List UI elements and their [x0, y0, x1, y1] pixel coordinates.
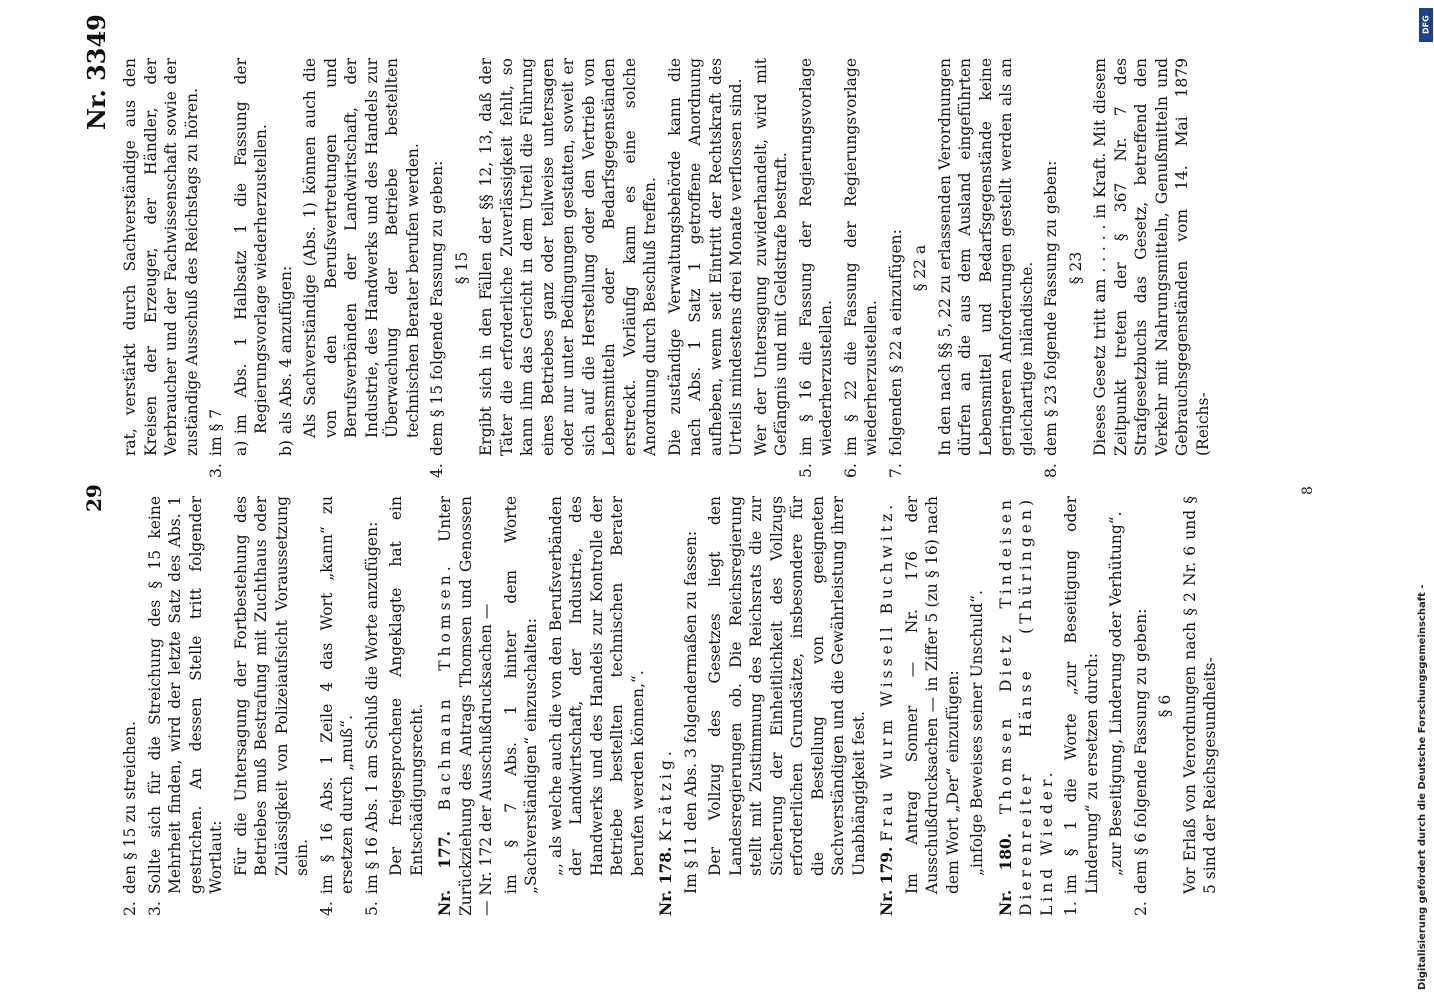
motion-header — [656, 496, 677, 916]
item-number: 6. — [841, 463, 860, 478]
sub-item-text: im Abs. 1 Halbsatz 1 die Fassung der Regierungsvorlage wiederherzustellen. — [231, 58, 270, 434]
motion-header — [996, 496, 1058, 916]
sheet-mark: 8 — [1300, 486, 1316, 495]
item-number: 5. — [362, 901, 381, 916]
dfg-logo: DFG — [1419, 8, 1433, 42]
list-item — [886, 58, 907, 478]
quoted-text: Als Sachverständige (Abs. 1) können auch die von den Berufsvertretungen und Berufsverbänden der Landwirtschaft, der Industrie, des Handwerks und des Handels zur Überwachung der Betriebe bestellten technischen Berater berufen werden. — [301, 58, 422, 438]
list-item — [841, 58, 882, 478]
list-item — [120, 496, 141, 916]
item-text: im § 16 Abs. 1 Zeile 4 das Wort „kann“ zu ersetzen durch „muß“. — [317, 496, 356, 894]
document-number: Nr. 3349 — [82, 14, 111, 130]
paragraph: rat, verstärkt durch Sachverständige aus den Kreisen der Erzeuger, der Händler, der Verbraucher und der Fachwissenschaft sowie der zuständige Ausschuß des Reichstags zu hören. — [121, 58, 201, 456]
item-number: 4. — [428, 463, 446, 478]
motion-header — [877, 496, 898, 916]
list-item — [1041, 58, 1062, 478]
motion-number: Nr. 177. — [435, 830, 454, 916]
quoted-text: „infolge Beweises seiner Unschuld“. — [968, 590, 986, 876]
quoted-text: „, als welche auch die von den Berufsverbänden der Landwirtschaft, der Industrie, des Handwerks und des Handels zur Kontrolle der Betriebe bestellten technischen Berater berufen werden können,“. — [546, 496, 647, 876]
list-item — [362, 496, 383, 916]
item-number: 3. — [207, 463, 225, 478]
item-number: 2. — [1131, 901, 1150, 916]
quoted-text: Wer der Untersagung zuwiderhandelt, wird mit Gefängnis und mit Geldstrafe bestraft. — [751, 58, 790, 456]
item-number: 1. — [1062, 901, 1080, 916]
list-item — [427, 58, 448, 478]
item-text: im § 22 die Fassung der Regierungsvorlage wiederherzustellen. — [841, 58, 880, 456]
section-heading: § 15 — [452, 251, 471, 285]
section-heading: § 23 — [1066, 251, 1085, 285]
motion-number: Nr. 179. — [877, 846, 896, 916]
quoted-text: Für die Untersagung der Fortbestehung des Betriebes muß Bestrafung mit Zuchthaus oder Zulässigkeit von Polizeiaufsicht Voraussetzung sein. — [231, 496, 311, 876]
quoted-text: Ergibt sich in den Fällen der §§ 12, 13, daß der Täter die erforderliche Zuverlässigkeit fehlt, so kann ihm das Gericht in dem Urteil die Führung eines Betriebes ganz oder teilweise untersagen oder nur unter Bedingungen gestatten, soweit er sich auf die Herstellung oder den Vertrieb von Lebensmitteln oder Bedarfsgegenständen erstreckt. Vorläufig kann es eine solche Anordnung durch Beschluß treffen. — [477, 58, 659, 456]
sub-item-text: als Abs. 4 anzufügen: — [276, 265, 295, 434]
motion-authors: Krätzig. — [657, 747, 675, 842]
paragraph: im § 7 Abs. 1 hinter dem Worte „Sachverständigen“ einzuschalten: — [501, 496, 540, 894]
list-item — [145, 496, 227, 916]
motion-number: Nr. 180. — [995, 832, 1015, 916]
item-text: im § 16 Abs. 1 am Schluß die Worte anzufügen: — [362, 521, 381, 894]
item-text: dem § 23 folgende Fassung zu geben: — [1042, 160, 1060, 456]
item-text: im § 7 — [207, 408, 225, 456]
motion-number: Nr. 178. — [656, 846, 675, 916]
motion-text: Unter Zurückziehung des Antrags Thomsen und Genossen — Nr. 172 der Ausschußdrucksachen — — [436, 496, 495, 916]
list-item — [1061, 496, 1102, 916]
item-number: 3. — [145, 901, 164, 916]
motion-authors: Bachmann Thomsen. — [436, 562, 454, 811]
list-item — [1131, 496, 1152, 916]
item-number: 7. — [886, 463, 905, 478]
section-heading: § 22 a — [911, 244, 929, 292]
item-number: 2. — [121, 901, 139, 916]
quoted-text: Der Vollzug des Gesetzes liegt den Landesregierungen ob. Die Reichsregierung stellt mit Zustimmung des Reichsrats die zur Sicherung der Einheitlichkeit des Vollzugs erforderlichen Grundsätze, insbesondere für die Bestellung von geeigneten Sachverständigen und die Gewährleistung ihrer Unabhängigkeit fest. — [706, 496, 868, 876]
item-text: dem § 15 folgende Fassung zu geben: — [428, 160, 446, 456]
paragraph: Im § 11 den Abs. 3 folgendermaßen zu fassen: — [681, 530, 700, 894]
list-item — [796, 58, 837, 478]
sub-item-key: b) — [276, 440, 295, 456]
list-item — [206, 58, 227, 478]
paragraph: Im Antrag Sonner — Nr. 176 der Ausschußdrucksachen — in Ziffer 5 (zu § 16) nach dem Wort „Der“ einzufügen: — [902, 496, 962, 894]
quoted-text: „zur Beseitigung, Linderung oder Verhütung“. — [1107, 511, 1125, 876]
item-number: 5. — [796, 463, 815, 478]
sub-item — [276, 58, 297, 478]
quoted-text: Der freigesprochene Angeklagte hat ein Entschädigungsrecht. — [387, 496, 426, 876]
digitization-note: Digitalisierung gefördert durch die Deutsche Forschungsgemeinschaft - — [1417, 584, 1428, 990]
page-number: 29 — [82, 484, 106, 512]
item-text: den § 15 zu streichen. — [121, 721, 139, 894]
item-text: Sollte sich für die Streichung des § 15 keine Mehrheit finden, wird der letzte Satz des Abs. 1 gestrichen. An dessen Stelle tritt folgender Wortlaut: — [145, 496, 225, 894]
motion-authors: Thomsen Dietz Tindeisen Dierenreiter Hänse (Thüringen) Lind Wieder. — [996, 496, 1056, 916]
item-number: 8. — [1042, 463, 1060, 478]
motion-authors: Frau Wurm Wissell Buchwitz. — [878, 500, 896, 842]
item-number: 4. — [317, 901, 336, 916]
section-heading: § 6 — [1156, 694, 1174, 718]
motion-header — [435, 496, 497, 916]
left-column — [120, 496, 1225, 916]
list-item — [317, 496, 358, 916]
item-text: folgenden § 22 a einzufügen: — [886, 229, 905, 456]
sub-item — [231, 58, 272, 478]
item-text: dem § 6 folgende Fassung zu geben: — [1131, 608, 1150, 894]
quoted-text: Die zuständige Verwaltungsbehörde kann die nach Abs. 1 Satz 1 getroffene Anordnung aufheben, wenn seit Eintritt der Rechtskraft des Urteils mindestens drei Monate verflossen sind. — [665, 58, 745, 456]
quoted-text: Vor Erlaß von Verordnungen nach § 2 Nr. 6 und § 5 sind der Reichsgesundheits- — [1180, 496, 1219, 894]
sub-item-key: a) — [231, 440, 250, 456]
item-text: im § 16 die Fassung der Regierungsvorlage wiederherzustellen. — [796, 58, 835, 456]
quoted-text: Dieses Gesetz tritt am . . . . . in Kraft. Mit diesem Zeitpunkt treten der § 367 Nr. 7 des Strafgesetzbuchs das Gesetz, betreffend den Verkehr mit Nahrungsmitteln, Genußmitteln und Gebrauchsgegenständen vom 14. Mai 1879 (Reichs- — [1091, 58, 1212, 456]
quoted-text: In den nach §§ 5, 22 zu erlassenden Verordnungen dürfen an die aus dem Ausland eingeführten Lebensmittel und Bedarfsgegenstände keine geringeren Anforderungen gestellt werden als an gleichartige inländische. — [935, 58, 1036, 456]
item-text: im § 1 die Worte „zur Beseitigung oder Linderung“ zu ersetzen durch: — [1062, 496, 1101, 894]
right-column — [120, 58, 1217, 478]
